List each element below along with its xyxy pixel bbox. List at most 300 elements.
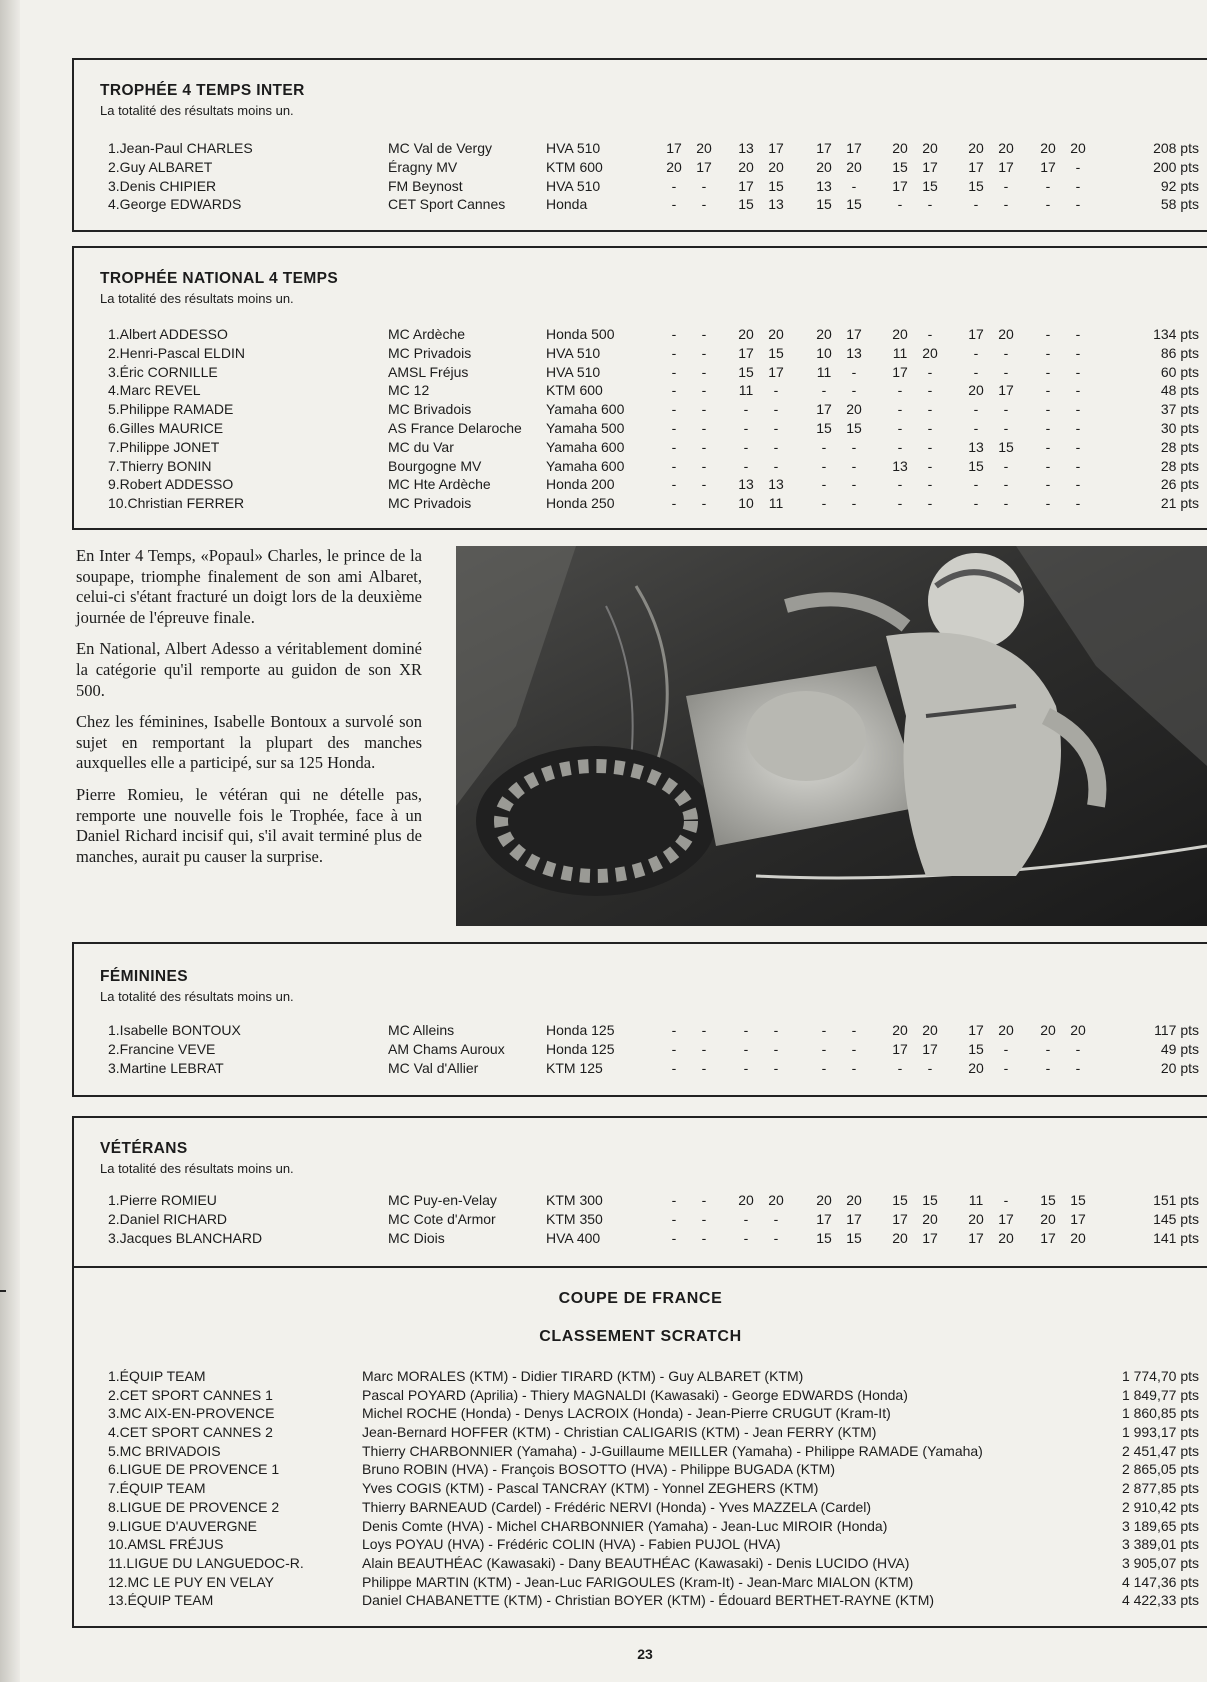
section-title: TROPHÉE 4 TEMPS INTER (100, 82, 305, 99)
round-score: - (851, 1040, 857, 1057)
round-score: 20 (922, 344, 938, 361)
round-score: 15 (738, 196, 754, 213)
round-score: - (701, 1040, 707, 1057)
round-score: - (897, 419, 903, 436)
round-score: - (773, 1059, 779, 1076)
motorcycle: Yamaha 600 (546, 457, 625, 474)
round-score: - (701, 495, 707, 512)
round-score: - (773, 1022, 779, 1038)
round-score: - (701, 344, 707, 361)
round-score: - (1003, 495, 1009, 512)
rider-name: 3.Éric CORNILLE (108, 363, 218, 380)
round-score: 20 (696, 140, 712, 156)
team-name: 3.MC AIX-EN-PROVENCE (108, 1405, 275, 1422)
round-score: - (671, 495, 677, 512)
round-score: 10 (816, 344, 832, 361)
club-name: MC du Var (388, 438, 454, 455)
round-score: - (851, 363, 857, 380)
round-score: 17 (846, 140, 862, 156)
club-name: MC Puy-en-Velay (388, 1192, 497, 1208)
round-score: - (927, 363, 933, 380)
round-score: - (973, 401, 979, 418)
round-score: 17 (1040, 158, 1056, 175)
table-row (100, 1211, 1199, 1230)
coupe-de-france-table (72, 1268, 1207, 1628)
team-name: 11.LIGUE DU LANGUEDOC-R. (108, 1554, 304, 1571)
round-score: 17 (922, 1229, 938, 1246)
round-score: - (701, 1229, 707, 1246)
round-score: 13 (968, 438, 984, 455)
motorcycle: Yamaha 600 (546, 438, 625, 455)
round-score: - (773, 419, 779, 436)
round-score: 17 (1070, 1210, 1086, 1227)
round-score: - (671, 1192, 677, 1208)
round-score: - (1075, 326, 1081, 342)
section-title: VÉTÉRANS (100, 1140, 188, 1157)
team-name: 13.ÉQUIP TEAM (108, 1592, 214, 1609)
club-name: MC Privadois (388, 495, 472, 512)
motorcycle: HVA 510 (546, 363, 601, 380)
round-score: 15 (816, 1229, 832, 1246)
round-score: - (1075, 363, 1081, 380)
round-score: 17 (738, 344, 754, 361)
round-score: - (1003, 177, 1009, 194)
table-row (100, 458, 1199, 477)
round-score: 17 (816, 401, 832, 418)
round-score: - (1045, 457, 1051, 474)
round-score: - (897, 196, 903, 213)
club-name: MC Ardèche (388, 326, 466, 342)
round-score: 17 (968, 1022, 984, 1038)
section-subtitle: La totalité des résultats moins un. (100, 1161, 294, 1176)
rider-name: 1.Isabelle BONTOUX (108, 1022, 241, 1038)
round-score: - (1003, 401, 1009, 418)
round-score: - (671, 363, 677, 380)
round-score: - (671, 401, 677, 418)
round-score: - (701, 1192, 707, 1208)
round-score: - (927, 401, 933, 418)
round-score: 20 (922, 140, 938, 156)
trophee-inter-table (72, 58, 1207, 232)
round-score: 17 (846, 1210, 862, 1227)
club-name: MC Brivadois (388, 401, 472, 418)
round-score: 20 (1040, 140, 1056, 156)
table-row (100, 495, 1199, 514)
team-riders: Yves COGIS (KTM) - Pascal TANCRAY (KTM) - Yonnel ZEGHERS (KTM) (362, 1480, 819, 1497)
table-row (100, 178, 1199, 197)
club-name: AS France Delaroche (388, 419, 522, 436)
round-score: - (701, 1059, 707, 1076)
round-score: - (1045, 1059, 1051, 1076)
total-points: 20 pts (1160, 1059, 1199, 1076)
round-score: 13 (816, 177, 832, 194)
team-points: 4 422,33 pts (1121, 1592, 1199, 1609)
article-paragraph: Pierre Romieu, le vétéran qui ne dételle pas, remporte une nouvelle fois le Trophée, face à un Daniel Richard incisif qui, s'il avait terminé plus de manches, aurait pu causer la surprise. (76, 784, 422, 866)
round-score: - (671, 1040, 677, 1057)
round-score: 20 (998, 1229, 1014, 1246)
team-points: 4 147,36 pts (1121, 1573, 1199, 1590)
round-score: - (671, 1229, 677, 1246)
round-score: 15 (768, 177, 784, 194)
round-score: - (1003, 196, 1009, 213)
round-score: 15 (922, 1192, 938, 1208)
round-score: - (1075, 1040, 1081, 1057)
round-score: - (701, 438, 707, 455)
round-score: 20 (738, 1192, 754, 1208)
team-riders: Thierry BARNEAUD (Cardel) - Frédéric NERVI (Honda) - Yves MAZZELA (Cardel) (362, 1498, 872, 1515)
motorcycle: HVA 510 (546, 140, 601, 156)
round-score: 20 (892, 1229, 908, 1246)
total-points: 37 pts (1160, 401, 1199, 418)
round-score: - (1075, 344, 1081, 361)
scratch-rows (100, 1368, 1199, 1611)
round-score: 20 (1040, 1210, 1056, 1227)
rider-name: 1.Pierre ROMIEU (108, 1192, 217, 1208)
table-row (100, 420, 1199, 439)
round-score: - (821, 1040, 827, 1057)
round-score: - (851, 457, 857, 474)
table-row (100, 1192, 1199, 1211)
round-score: - (851, 476, 857, 493)
scratch-row (100, 1480, 1199, 1499)
round-score: - (773, 438, 779, 455)
round-score: - (1003, 1059, 1009, 1076)
round-score: 15 (846, 419, 862, 436)
team-points: 2 865,05 pts (1121, 1461, 1199, 1478)
club-name: AM Chams Auroux (388, 1040, 505, 1057)
round-score: 20 (768, 1192, 784, 1208)
total-points: 151 pts (1153, 1192, 1199, 1208)
motorcycle: Honda 500 (546, 326, 615, 342)
round-score: 17 (998, 382, 1014, 399)
rider-name: 3.Jacques BLANCHARD (108, 1229, 263, 1246)
round-score: - (821, 476, 827, 493)
round-score: - (897, 476, 903, 493)
scratch-row (100, 1592, 1199, 1611)
round-score: - (973, 495, 979, 512)
coupe-subtitle: CLASSEMENT SCRATCH (539, 1328, 742, 1345)
veterans-table (72, 1116, 1207, 1268)
team-name: 4.CET SPORT CANNES 2 (108, 1424, 273, 1441)
round-score: - (1045, 326, 1051, 342)
round-score: 17 (666, 140, 682, 156)
round-score: - (821, 1059, 827, 1076)
round-score: - (1003, 457, 1009, 474)
scratch-row (100, 1518, 1199, 1537)
round-score: - (773, 457, 779, 474)
round-score: - (701, 1210, 707, 1227)
round-score: - (1003, 1040, 1009, 1057)
total-points: 58 pts (1160, 196, 1199, 213)
round-score: 20 (666, 158, 682, 175)
round-score: - (851, 1059, 857, 1076)
round-score: - (1045, 419, 1051, 436)
round-score: 20 (846, 1192, 862, 1208)
round-score: 20 (738, 158, 754, 175)
team-riders: Loys POYAU (HVA) - Frédéric COLIN (HVA) - Fabien PUJOL (HVA) (362, 1536, 781, 1553)
round-score: 20 (816, 1192, 832, 1208)
round-score: 15 (738, 363, 754, 380)
table-row (100, 159, 1199, 178)
round-score: 15 (968, 457, 984, 474)
club-name: MC Hte Ardèche (388, 476, 491, 493)
round-score: - (897, 438, 903, 455)
round-score: - (671, 196, 677, 213)
total-points: 28 pts (1160, 438, 1199, 455)
table-row (100, 382, 1199, 401)
results-rows (100, 1192, 1199, 1248)
page-edge-mark (0, 1290, 6, 1292)
total-points: 60 pts (1160, 363, 1199, 380)
round-score: - (973, 363, 979, 380)
round-score: - (1075, 177, 1081, 194)
round-score: - (821, 382, 827, 399)
total-points: 48 pts (1160, 382, 1199, 399)
team-name: 8.LIGUE DE PROVENCE 2 (108, 1498, 280, 1515)
round-score: 11 (968, 1192, 984, 1208)
round-score: - (1075, 457, 1081, 474)
motorcycle: KTM 125 (546, 1059, 603, 1076)
team-name: 12.MC LE PUY EN VELAY (108, 1573, 274, 1590)
round-score: - (671, 382, 677, 399)
motorcycle: Yamaha 500 (546, 419, 625, 436)
round-score: - (1003, 476, 1009, 493)
total-points: 200 pts (1153, 158, 1199, 175)
table-row (100, 1041, 1199, 1060)
round-score: 17 (816, 140, 832, 156)
round-score: 20 (1070, 1022, 1086, 1038)
trophee-national-table (72, 246, 1207, 530)
round-score: - (1003, 419, 1009, 436)
round-score: 20 (1070, 140, 1086, 156)
team-points: 1 774,70 pts (1121, 1368, 1199, 1384)
round-score: - (1045, 1040, 1051, 1057)
round-score: - (973, 344, 979, 361)
round-score: - (927, 495, 933, 512)
round-score: 20 (968, 1210, 984, 1227)
scratch-row (100, 1555, 1199, 1574)
round-score: - (743, 1059, 749, 1076)
round-score: - (773, 1210, 779, 1227)
round-score: 20 (968, 1059, 984, 1076)
motorcycle: Honda 250 (546, 495, 615, 512)
team-riders: Alain BEAUTHÉAC (Kawasaki) - Dany BEAUTHÉAC (Kawasaki) - Denis LUCIDO (HVA) (362, 1554, 910, 1571)
round-score: - (927, 1059, 933, 1076)
round-score: - (773, 1229, 779, 1246)
round-score: 17 (922, 158, 938, 175)
round-score: 11 (738, 382, 754, 399)
team-name: 7.ÉQUIP TEAM (108, 1480, 206, 1497)
club-name: MC Alleins (388, 1022, 455, 1038)
round-score: 17 (968, 1229, 984, 1246)
motorcycle: Yamaha 600 (546, 401, 625, 418)
club-name: MC Diois (388, 1229, 445, 1246)
round-score: 20 (768, 158, 784, 175)
club-name: FM Beynost (388, 177, 463, 194)
round-score: 20 (1040, 1022, 1056, 1038)
article-text (76, 546, 422, 878)
rider-name: 10.Christian FERRER (108, 495, 245, 512)
rider-name: 2.Francine VEVE (108, 1040, 216, 1057)
round-score: - (1045, 438, 1051, 455)
total-points: 86 pts (1160, 344, 1199, 361)
page-binding-gutter (0, 0, 20, 1682)
table-row (100, 1060, 1199, 1079)
team-riders: Daniel CHABANETTE (KTM) - Christian BOYER (KTM) - Édouard BERTHET-RAYNE (KTM) (362, 1592, 935, 1609)
team-riders: Jean-Bernard HOFFER (KTM) - Christian CALIGARIS (KTM) - Jean FERRY (KTM) (362, 1424, 877, 1441)
table-row (100, 345, 1199, 364)
team-riders: Marc MORALES (KTM) - Didier TIRARD (KTM) - Guy ALBARET (KTM) (362, 1368, 804, 1384)
round-score: - (897, 495, 903, 512)
round-score: - (671, 438, 677, 455)
round-score: - (671, 1059, 677, 1076)
round-score: - (897, 382, 903, 399)
round-score: - (821, 457, 827, 474)
round-score: 17 (892, 363, 908, 380)
motorcycle: KTM 350 (546, 1210, 603, 1227)
round-score: - (743, 1229, 749, 1246)
round-score: 17 (768, 140, 784, 156)
scratch-row (100, 1499, 1199, 1518)
round-score: 17 (768, 363, 784, 380)
round-score: 15 (998, 438, 1014, 455)
round-score: 20 (892, 1022, 908, 1038)
round-score: - (927, 196, 933, 213)
round-score: - (1075, 1059, 1081, 1076)
article-paragraph: En Inter 4 Temps, «Popaul» Charles, le prince de la soupape, triomphe finalement de son ami Albaret, celui-ci s'étant fracturé un doigt lors de la deuxième journée de l'épreuve finale. (76, 546, 422, 627)
club-name: MC 12 (388, 382, 430, 399)
round-score: 20 (846, 158, 862, 175)
round-score: - (1045, 476, 1051, 493)
round-score: - (671, 177, 677, 194)
rider-name: 9.Robert ADDESSO (108, 476, 234, 493)
round-score: - (671, 1022, 677, 1038)
round-score: - (743, 1022, 749, 1038)
team-name: 10.AMSL FRÉJUS (108, 1536, 224, 1553)
page-number: 23 (637, 1646, 653, 1662)
round-score: - (743, 438, 749, 455)
round-score: 20 (968, 382, 984, 399)
total-points: 28 pts (1160, 457, 1199, 474)
team-points: 1 849,77 pts (1121, 1386, 1199, 1403)
table-row (100, 1230, 1199, 1249)
section-subtitle: La totalité des résultats moins un. (100, 989, 294, 1004)
round-score: - (743, 1210, 749, 1227)
team-points: 3 905,07 pts (1121, 1554, 1199, 1571)
total-points: 30 pts (1160, 419, 1199, 436)
round-score: - (1075, 382, 1081, 399)
round-score: 15 (1070, 1192, 1086, 1208)
round-score: 15 (1040, 1192, 1056, 1208)
round-score: 15 (846, 196, 862, 213)
motorcycle: HVA 400 (546, 1229, 601, 1246)
table-row (100, 196, 1199, 215)
round-score: 15 (968, 177, 984, 194)
motorcycle: KTM 300 (546, 1192, 603, 1208)
round-score: 15 (816, 419, 832, 436)
total-points: 117 pts (1154, 1022, 1199, 1038)
round-score: - (1003, 344, 1009, 361)
total-points: 145 pts (1153, 1210, 1199, 1227)
team-points: 3 389,01 pts (1121, 1536, 1199, 1553)
rider-name: 1.Albert ADDESSO (108, 326, 228, 342)
round-score: 13 (738, 476, 754, 493)
section-subtitle: La totalité des résultats moins un. (100, 103, 294, 118)
round-score: - (897, 1059, 903, 1076)
team-points: 1 993,17 pts (1121, 1424, 1199, 1441)
round-score: - (851, 1022, 857, 1038)
round-score: - (1045, 382, 1051, 399)
round-score: - (1045, 177, 1051, 194)
round-score: - (701, 196, 707, 213)
round-score: - (701, 457, 707, 474)
round-score: 17 (998, 158, 1014, 175)
round-score: - (671, 1210, 677, 1227)
round-score: - (773, 382, 779, 399)
motorcycle: Honda 200 (546, 476, 615, 493)
scratch-row (100, 1387, 1199, 1406)
round-score: - (671, 326, 677, 342)
club-name: Éragny MV (388, 158, 458, 175)
club-name: MC Cote d'Armor (388, 1210, 496, 1227)
feminines-table (72, 942, 1207, 1097)
round-score: 15 (816, 196, 832, 213)
club-name: MC Privadois (388, 344, 472, 361)
round-score: 20 (922, 1210, 938, 1227)
round-score: 11 (816, 363, 832, 380)
round-score: 13 (768, 476, 784, 493)
round-score: - (743, 401, 749, 418)
round-score: 10 (738, 495, 754, 512)
enduro-rider-photo (456, 546, 1207, 926)
motorcycle: KTM 600 (546, 382, 603, 399)
rider-name: 7.Thierry BONIN (108, 457, 212, 474)
club-name: AMSL Fréjus (388, 363, 469, 380)
table-row (100, 1022, 1199, 1041)
round-score: - (1075, 196, 1081, 213)
rider-name: 4.Marc REVEL (108, 382, 201, 399)
round-score: 15 (846, 1229, 862, 1246)
section-title: TROPHÉE NATIONAL 4 TEMPS (100, 270, 339, 287)
section-subtitle: La totalité des résultats moins un. (100, 291, 294, 306)
round-score: - (927, 438, 933, 455)
club-name: Bourgogne MV (388, 457, 482, 474)
round-score: - (821, 438, 827, 455)
rider-name: 5.Philippe RAMADE (108, 401, 234, 418)
round-score: - (701, 326, 707, 342)
total-points: 26 pts (1160, 476, 1199, 493)
round-score: - (773, 401, 779, 418)
round-score: 15 (892, 1192, 908, 1208)
round-score: 13 (846, 344, 862, 361)
motorcycle: Honda 125 (546, 1022, 615, 1038)
round-score: - (1045, 495, 1051, 512)
scratch-row (100, 1405, 1199, 1424)
rider-name: 4.George EDWARDS (108, 196, 242, 213)
round-score: - (1003, 363, 1009, 380)
round-score: - (927, 382, 933, 399)
round-score: - (1075, 495, 1081, 512)
team-points: 3 189,65 pts (1121, 1517, 1199, 1534)
round-score: - (1075, 476, 1081, 493)
motorcycle: HVA 510 (546, 177, 601, 194)
scratch-row (100, 1461, 1199, 1480)
team-riders: Philippe MARTIN (KTM) - Jean-Luc FARIGOULES (Kram-It) - Jean-Marc MIALON (KTM) (362, 1573, 914, 1590)
round-score: - (1003, 1192, 1009, 1208)
team-name: 2.CET SPORT CANNES 1 (108, 1386, 273, 1403)
round-score: - (701, 419, 707, 436)
total-points: 141 pts (1153, 1229, 1199, 1246)
